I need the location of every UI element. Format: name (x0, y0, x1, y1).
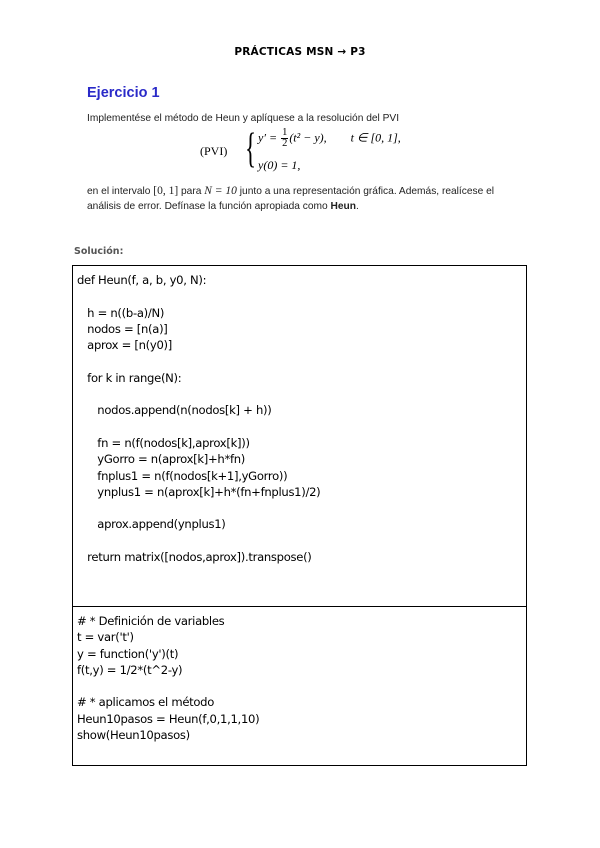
interval-expr: [0, 1] (153, 185, 179, 197)
code-text: # * Definición de variables t = var('t') y = function('y')(t) f(t,y) = 1/2*(t^2-y) # * aplicamos el método Heun10pasos = Heun(f,0,1,1,10) show(Heun10pasos) (77, 614, 260, 743)
fraction-numerator: 1 (282, 127, 288, 138)
statement-text: en el intervalo (87, 186, 154, 197)
statement-text: análisis de error. Defínase la función apropiada como (87, 201, 331, 212)
exercise-statement-line-2 (87, 185, 494, 197)
left-brace: { (245, 126, 257, 172)
page-header-title: PRÁCTICAS MSN → P3 (234, 46, 366, 58)
exercise-statement-line-3 (87, 201, 359, 212)
code-cell-heun-definition[interactable] (72, 265, 527, 607)
pvi-label: (PVI) (200, 144, 228, 158)
fraction-denominator: 2 (282, 138, 288, 149)
initial-condition: y(0) = 1, (258, 158, 301, 172)
solution-label: Solución: (74, 246, 124, 257)
code-text: def Heun(f, a, b, y0, N): h = n((b-a)/N) nodos = [n(a)] aprox = [n(y0)] for k in range(N): nodos.append(n(nodos[k] + h)) fn = n(f(nodos[k],aprox[k])) yGorro = n(aprox[k]+h*fn) fnplus1 = n(f(nodos[k+1],yGorro)) ynplus1 = n(aprox[k]+h*(fn+fnplus1)/2) aprox.append(ynplus1) return matrix([nodos,aprox]).transpose() (77, 273, 321, 565)
pvi-equation (200, 128, 460, 174)
statement-text: junto a una representación gráfica. Además, realícese el (236, 186, 495, 197)
pvi-ode (258, 128, 401, 149)
fraction-one-half (281, 128, 288, 149)
n-expr: N = 10 (204, 185, 237, 197)
exercise-statement-line-1: Implementése el método de Heun y aplíquese a la resolución del PVI (87, 113, 400, 124)
statement-text: . (355, 201, 359, 212)
code-cell-heun-usage[interactable] (72, 606, 527, 766)
ode-rhs: (t² − y), (289, 130, 327, 145)
ode-domain: t ∈ [0, 1], (350, 130, 401, 145)
function-name: Heun (330, 201, 356, 212)
statement-text: para (178, 186, 205, 197)
ode-lhs: y′ = (258, 130, 278, 145)
exercise-title: Ejercicio 1 (87, 85, 160, 101)
